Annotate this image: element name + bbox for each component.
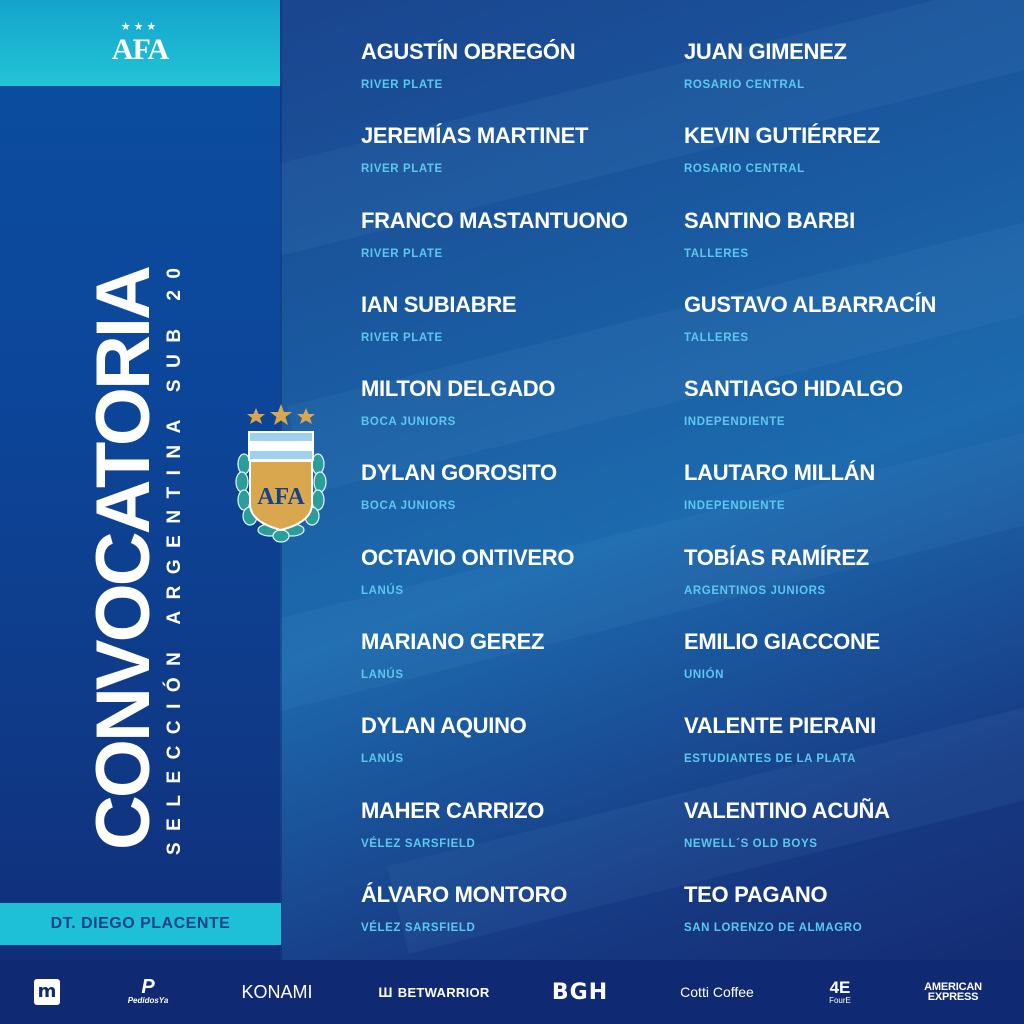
- amex-line1: AMERICAN: [924, 981, 982, 993]
- player-club: LANÚS: [361, 753, 404, 766]
- mcdonalds-logo-icon: m: [34, 979, 60, 1005]
- player-name: MARIANO GEREZ: [361, 629, 545, 655]
- player-club: INDEPENDIENTE: [684, 500, 786, 513]
- player-entry: [361, 459, 628, 543]
- betwarrior-logo: [378, 960, 490, 1024]
- svg-text:AFA: AFA: [257, 484, 305, 510]
- player-club: NEWELL´S OLD BOYS: [684, 837, 818, 850]
- player-club: BOCA JUNIORS: [361, 416, 456, 429]
- player-entry: [361, 38, 628, 122]
- player-entry: [684, 544, 936, 628]
- players-list-left: [361, 38, 628, 965]
- player-entry: [684, 459, 936, 543]
- player-club: ESTUDIANTES DE LA PLATA: [684, 753, 857, 766]
- american-express-logo: [908, 960, 998, 1024]
- player-entry: [684, 122, 936, 206]
- player-name: TOBÍAS RAMÍREZ: [684, 544, 869, 570]
- player-club: SAN LORENZO DE ALMAGRO: [684, 921, 863, 934]
- player-name: SANTIAGO HIDALGO: [684, 376, 903, 402]
- player-entry: [361, 881, 628, 965]
- player-club: LANÚS: [361, 584, 404, 597]
- foure-logo: [820, 960, 860, 1024]
- player-club: RIVER PLATE: [361, 331, 443, 344]
- konami-logo: KONAMI: [241, 981, 313, 1002]
- player-club: VÉLEZ SARSFIELD: [361, 921, 476, 934]
- pedidosya-text: PedidosYa: [127, 996, 169, 1005]
- player-name: IAN SUBIABRE: [361, 291, 517, 317]
- player-name: SANTINO BARBI: [684, 207, 855, 233]
- player-entry: [684, 207, 936, 291]
- page-subtitle: SELECCIÓN ARGENTINA SUB 20: [164, 256, 185, 855]
- page-title: CONVOCATORIA: [81, 268, 166, 850]
- player-name: JUAN GIMENEZ: [684, 39, 847, 64]
- player-name: MILTON DELGADO: [361, 376, 556, 402]
- cotti-coffee-logo: Cotti Coffee: [680, 984, 754, 1000]
- player-name: ÁLVARO MONTORO: [361, 881, 568, 907]
- player-entry: [684, 881, 936, 965]
- player-name: MAHER CARRIZO: [361, 797, 545, 823]
- player-entry: [684, 38, 936, 122]
- player-entry: [684, 628, 936, 712]
- pedidosya-mark-icon: P: [141, 976, 155, 998]
- sponsor-bar: [0, 960, 1024, 1024]
- coach-label: DT. DIEGO PLACENTE: [0, 903, 281, 945]
- player-club: INDEPENDIENTE: [684, 416, 786, 429]
- player-entry: [684, 291, 936, 375]
- player-entry: [361, 291, 628, 375]
- player-name: EMILIO GIACCONE: [684, 629, 880, 655]
- player-club: TALLERES: [684, 247, 749, 260]
- player-entry: [361, 375, 628, 459]
- player-club: UNIÓN: [684, 669, 725, 682]
- foure-text: FourE: [829, 996, 851, 1005]
- player-entry: [361, 628, 628, 712]
- player-name: GUSTAVO ALBARRACÍN: [684, 291, 937, 317]
- player-club: BOCA JUNIORS: [361, 500, 456, 513]
- pedidosya-logo: [118, 960, 178, 1024]
- players-list-right: [684, 38, 936, 965]
- player-club: RIVER PLATE: [361, 79, 443, 91]
- player-name: FRANCO MASTANTUONO: [361, 207, 628, 233]
- betwarrior-mark-icon: Ш: [378, 984, 393, 1000]
- player-name: VALENTINO ACUÑA: [684, 797, 890, 823]
- player-entry: [684, 712, 936, 796]
- player-name: TEO PAGANO: [684, 881, 828, 907]
- player-club: ROSARIO CENTRAL: [684, 163, 805, 176]
- player-entry: [361, 544, 628, 628]
- player-name: KEVIN GUTIÉRREZ: [684, 123, 880, 149]
- amex-line2: EXPRESS: [927, 991, 979, 1003]
- player-club: RIVER PLATE: [361, 163, 443, 176]
- stars-icon: ★★★: [120, 20, 160, 33]
- player-entry: [684, 797, 936, 881]
- bgh-logo: BGH: [551, 979, 609, 1005]
- foure-mark-icon: 4E: [829, 978, 851, 997]
- player-entry: [361, 712, 628, 796]
- player-name: DYLAN AQUINO: [361, 713, 527, 739]
- player-club: TALLERES: [684, 331, 749, 344]
- player-club: RIVER PLATE: [361, 247, 443, 260]
- player-entry: [361, 207, 628, 291]
- player-entry: [361, 122, 628, 206]
- player-name: AGUSTÍN OBREGÓN: [361, 39, 576, 64]
- player-name: JEREMÍAS MARTINET: [361, 123, 589, 149]
- player-name: LAUTARO MILLÁN: [684, 460, 875, 486]
- player-club: VÉLEZ SARSFIELD: [361, 837, 476, 850]
- player-name: OCTAVIO ONTIVERO: [361, 544, 575, 570]
- player-club: LANÚS: [361, 669, 404, 682]
- player-name: VALENTE PIERANI: [684, 713, 876, 739]
- afa-logo-text: AFA: [111, 32, 169, 66]
- betwarrior-text: BETWARRIOR: [397, 984, 490, 1000]
- player-club: ARGENTINOS JUNIORS: [684, 584, 826, 597]
- player-entry: [684, 375, 936, 459]
- afa-crest-icon: [234, 404, 328, 544]
- player-club: ROSARIO CENTRAL: [684, 79, 805, 91]
- afa-logo-box: [0, 0, 280, 86]
- player-name: DYLAN GOROSITO: [361, 460, 557, 486]
- player-entry: [361, 797, 628, 881]
